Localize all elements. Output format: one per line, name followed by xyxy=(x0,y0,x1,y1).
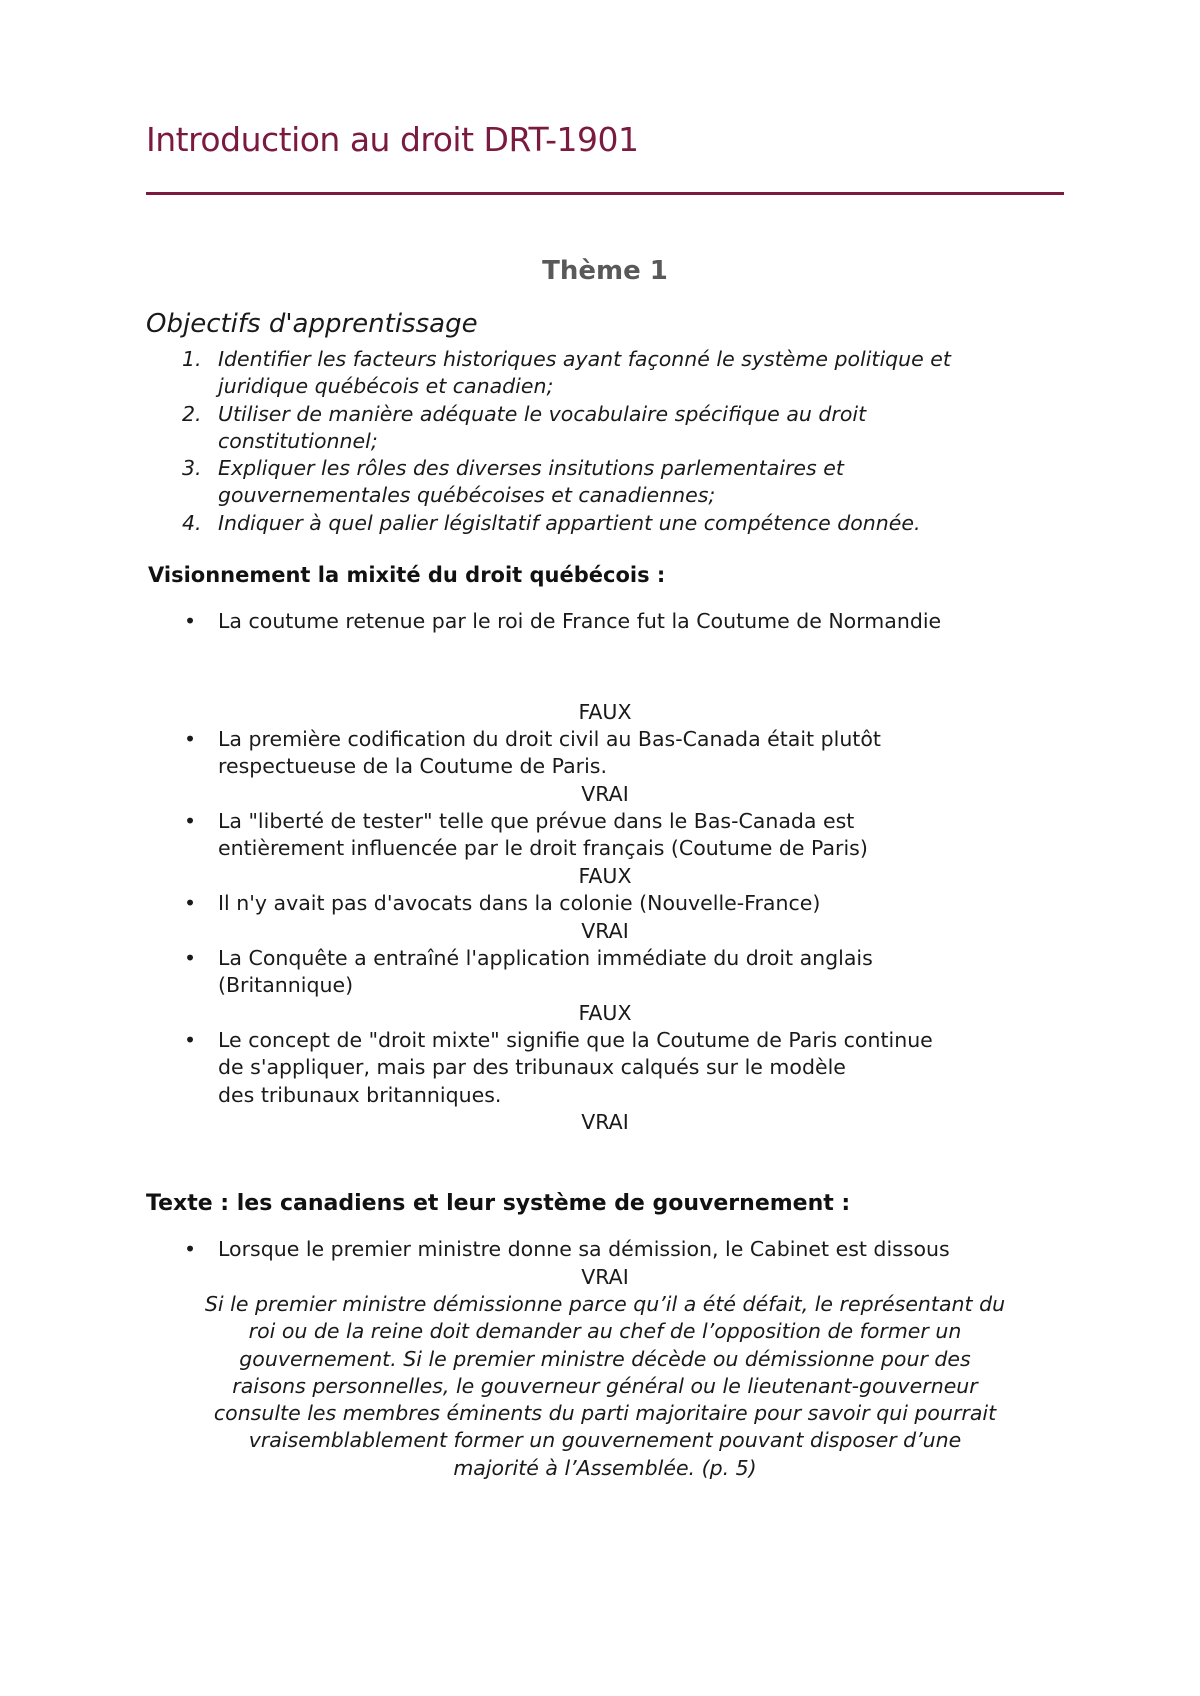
objective-item xyxy=(146,510,1066,537)
statement-text-line: de s'appliquer, mais par des tribunaux calqués sur le modèle xyxy=(218,1055,846,1080)
answer-label: FAUX xyxy=(578,700,632,724)
statement-item xyxy=(146,726,1066,781)
note-line: gouvernement. Si le premier ministre décède ou démissionne pour des xyxy=(239,1346,971,1371)
statement-text-line: (Britannique) xyxy=(218,973,354,998)
statement-list xyxy=(146,608,1066,635)
statement-text-line: Le concept de "droit mixte" signifie que la Coutume de Paris continue xyxy=(218,1028,933,1052)
statement-item xyxy=(146,1027,1066,1109)
note-line: vraisemblablement former un gouvernement pouvant disposer d’une xyxy=(248,1428,962,1453)
objective-number: 1. xyxy=(182,347,202,371)
objective-text-line: Utiliser de manière adéquate le vocabulaire spécifique au droit xyxy=(218,401,867,426)
title-divider xyxy=(146,192,1064,195)
note-line: roi ou de la reine doit demander au chef de l’opposition de former un xyxy=(248,1319,962,1344)
objective-text-line: juridique québécois et canadien; xyxy=(218,374,554,399)
bullet-icon: • xyxy=(184,946,197,970)
objective-text-line: Expliquer les rôles des diverses insitutions parlementaires et xyxy=(218,456,844,481)
objective-item xyxy=(146,455,1066,510)
note-line: Si le premier ministre démissionne parce qu’il a été défait, le représentant du xyxy=(204,1292,1006,1316)
statement-list xyxy=(146,945,1066,1000)
bullet-icon: • xyxy=(184,1028,197,1052)
statement-item xyxy=(146,808,1066,863)
objective-item xyxy=(146,346,1066,401)
answer-label: VRAI xyxy=(581,919,629,943)
objective-text-line: constitutionnel; xyxy=(218,428,378,453)
note-line: consulte les membres éminents du parti majoritaire pour savoir qui pourrait xyxy=(213,1401,997,1426)
answer-label: FAUX xyxy=(578,1001,632,1025)
answer-label: VRAI xyxy=(581,1110,629,1134)
statement-text-line: des tribunaux britanniques. xyxy=(218,1082,502,1107)
section-heading-texte: Texte : les canadiens et leur système de gouvernement : xyxy=(146,1191,851,1216)
objective-number: 4. xyxy=(182,510,202,535)
statement-text-line: entièrement influencée par le droit français (Coutume de Paris) xyxy=(218,836,868,861)
statement-text-line: La Conquête a entraîné l'application immédiate du droit anglais xyxy=(218,946,873,970)
document-page xyxy=(146,0,1066,1696)
objective-number: 2. xyxy=(182,401,202,426)
statement-text-line: Il n'y avait pas d'avocats dans la colonie (Nouvelle-France) xyxy=(218,891,821,915)
objective-text-line: gouvernementales québécoises et canadiennes; xyxy=(218,483,716,508)
bullet-icon: • xyxy=(184,727,197,751)
objective-text-line: Indiquer à quel palier législtatif appartient une compétence donnée. xyxy=(218,510,921,535)
objective-text-line: Identifier les facteurs historiques ayant façonné le système politique et xyxy=(218,347,951,371)
section-heading-visionnement: Visionnement la mixité du droit québécois : xyxy=(148,563,666,587)
bullet-icon: • xyxy=(184,1237,197,1261)
statement-item xyxy=(146,1236,1066,1263)
statement-text-line: La coutume retenue par le roi de France fut la Coutume de Normandie xyxy=(218,609,942,633)
statement-text-line: Lorsque le premier ministre donne sa démission, le Cabinet est dissous xyxy=(218,1237,950,1261)
answer-label: FAUX xyxy=(578,864,632,888)
statement-list xyxy=(146,1027,1066,1109)
objectives-list xyxy=(146,346,1066,537)
statement-text-line: La "liberté de tester" telle que prévue dans le Bas-Canada est xyxy=(218,809,855,833)
objective-item xyxy=(146,401,1066,456)
statement-list xyxy=(146,726,1066,781)
explanation-note xyxy=(146,1291,1064,1482)
answer-label: VRAI xyxy=(581,782,629,806)
note-line: raisons personnelles, le gouverneur général ou le lieutenant-gouverneur xyxy=(232,1373,978,1398)
answer-label: VRAI xyxy=(581,1265,629,1289)
statement-text-line: La première codification du droit civil au Bas-Canada était plutôt xyxy=(218,727,881,751)
statement-list xyxy=(146,890,1066,917)
bullet-icon: • xyxy=(184,609,197,633)
theme-heading: Thème 1 xyxy=(542,256,668,286)
note-line: majorité à l’Assemblée. (p. 5) xyxy=(453,1455,757,1480)
objective-number: 3. xyxy=(182,456,202,481)
statement-text-line: respectueuse de la Coutume de Paris. xyxy=(218,754,607,779)
objectives-heading: Objectifs d'apprentissage xyxy=(146,309,478,339)
statement-list xyxy=(146,808,1066,863)
statement-item xyxy=(146,608,1066,635)
statement-list xyxy=(146,1236,1066,1263)
document-title: Introduction au droit DRT-1901 xyxy=(146,120,639,159)
bullet-icon: • xyxy=(184,809,197,833)
bullet-icon: • xyxy=(184,891,197,915)
statement-item xyxy=(146,890,1066,917)
statement-item xyxy=(146,945,1066,1000)
